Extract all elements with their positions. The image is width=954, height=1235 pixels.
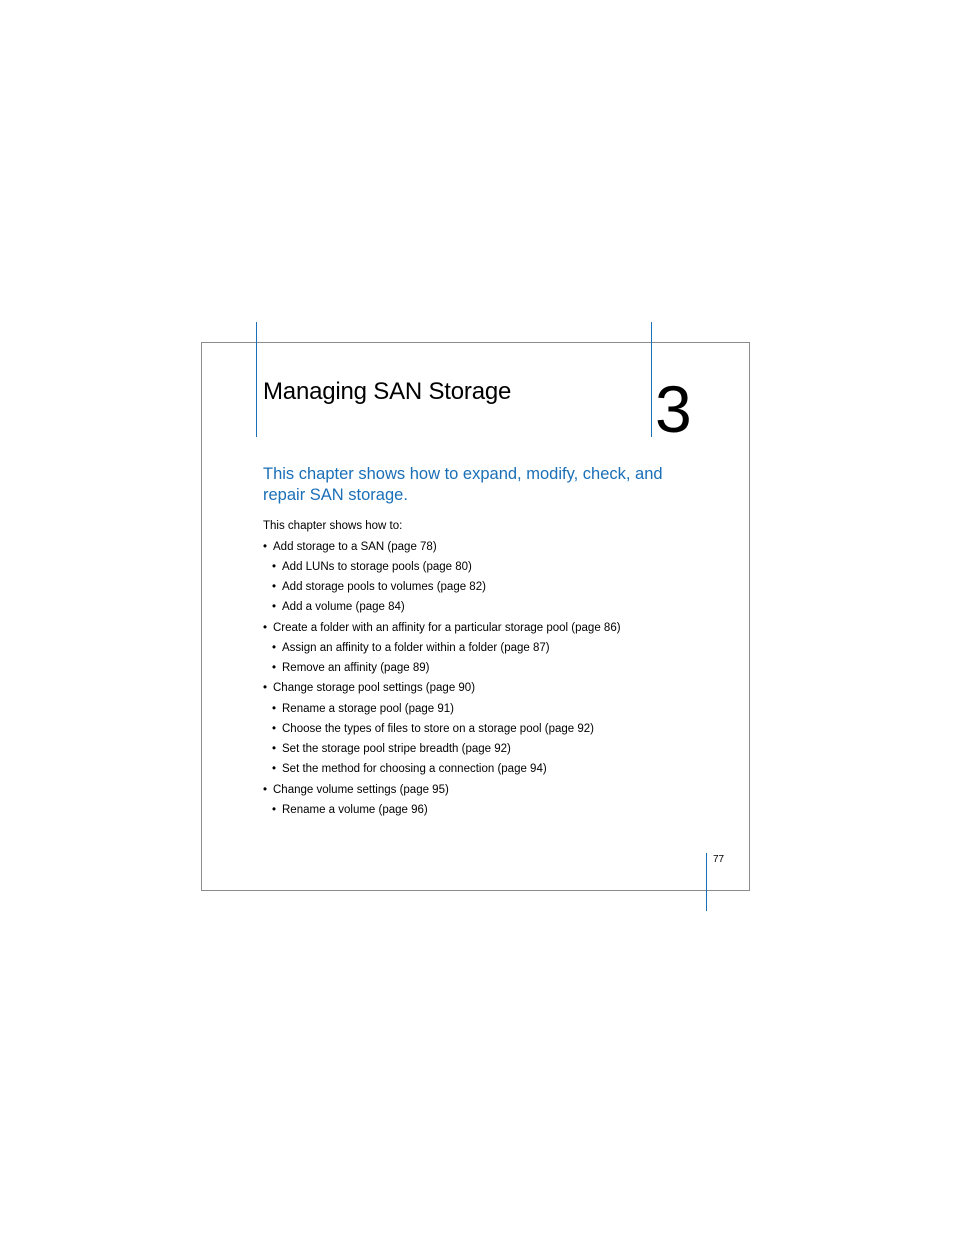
bullet-icon: • xyxy=(272,601,277,613)
toc-subitem[interactable] xyxy=(272,640,550,656)
bullet-icon: • xyxy=(272,763,277,775)
toc-subitem[interactable] xyxy=(272,802,428,818)
toc-subitem[interactable] xyxy=(272,559,472,575)
bullet-icon: • xyxy=(272,723,277,735)
toc-subitem-label: Set the storage pool stripe breadth (page 92) xyxy=(282,743,511,755)
bullet-icon: • xyxy=(263,784,268,796)
toc-subitem-label: Rename a volume (page 96) xyxy=(282,804,428,816)
bullet-icon: • xyxy=(272,743,277,755)
title-rule-left xyxy=(256,322,257,437)
bullet-icon: • xyxy=(272,703,277,715)
toc-subitem[interactable] xyxy=(272,701,454,717)
toc-item[interactable] xyxy=(263,539,437,555)
toc-subitem-label: Add a volume (page 84) xyxy=(282,601,405,613)
toc-subitem[interactable] xyxy=(272,721,594,737)
bullet-icon: • xyxy=(272,642,277,654)
bullet-icon: • xyxy=(272,561,277,573)
bullet-icon: • xyxy=(263,682,268,694)
toc-subitem-label: Choose the types of files to store on a storage pool (page 92) xyxy=(282,723,594,735)
toc-subitem[interactable] xyxy=(272,599,405,615)
chapter-intro: This chapter shows how to expand, modify, check, and repair SAN storage. xyxy=(263,465,663,504)
toc-subitem[interactable] xyxy=(272,741,511,757)
toc-subitem-label: Add storage pools to volumes (page 82) xyxy=(282,581,486,593)
toc-subitem-label: Add LUNs to storage pools (page 80) xyxy=(282,561,472,573)
bullet-icon: • xyxy=(272,662,277,674)
toc-subitem[interactable] xyxy=(272,660,429,676)
toc-subitem-label: Remove an affinity (page 89) xyxy=(282,662,430,674)
bullet-icon: • xyxy=(263,541,268,553)
title-rule-right xyxy=(651,322,652,437)
folio-rule xyxy=(706,853,707,911)
toc-subitem[interactable] xyxy=(272,579,486,595)
toc-item[interactable] xyxy=(263,620,621,636)
toc-subitem[interactable] xyxy=(272,761,547,777)
toc-subitem-label: Assign an affinity to a folder within a folder (page 87) xyxy=(282,642,550,654)
toc-item-label: Change volume settings (page 95) xyxy=(273,784,449,796)
chapter-title: Managing SAN Storage xyxy=(263,378,512,405)
toc-subitem-label: Set the method for choosing a connection (page 94) xyxy=(282,763,547,775)
toc-subitem-label: Rename a storage pool (page 91) xyxy=(282,703,454,715)
toc-item-label: Create a folder with an affinity for a particular storage pool (page 86) xyxy=(273,622,621,634)
toc-item[interactable] xyxy=(263,680,475,696)
toc-item-label: Add storage to a SAN (page 78) xyxy=(273,541,437,553)
bullet-icon: • xyxy=(272,804,277,816)
page-number: 77 xyxy=(713,854,725,865)
chapter-number: 3 xyxy=(655,372,692,446)
bullet-icon: • xyxy=(272,581,277,593)
toc-item[interactable] xyxy=(263,782,449,798)
lead-text: This chapter shows how to: xyxy=(263,520,403,532)
toc-item-label: Change storage pool settings (page 90) xyxy=(273,682,476,694)
bullet-icon: • xyxy=(263,622,268,634)
